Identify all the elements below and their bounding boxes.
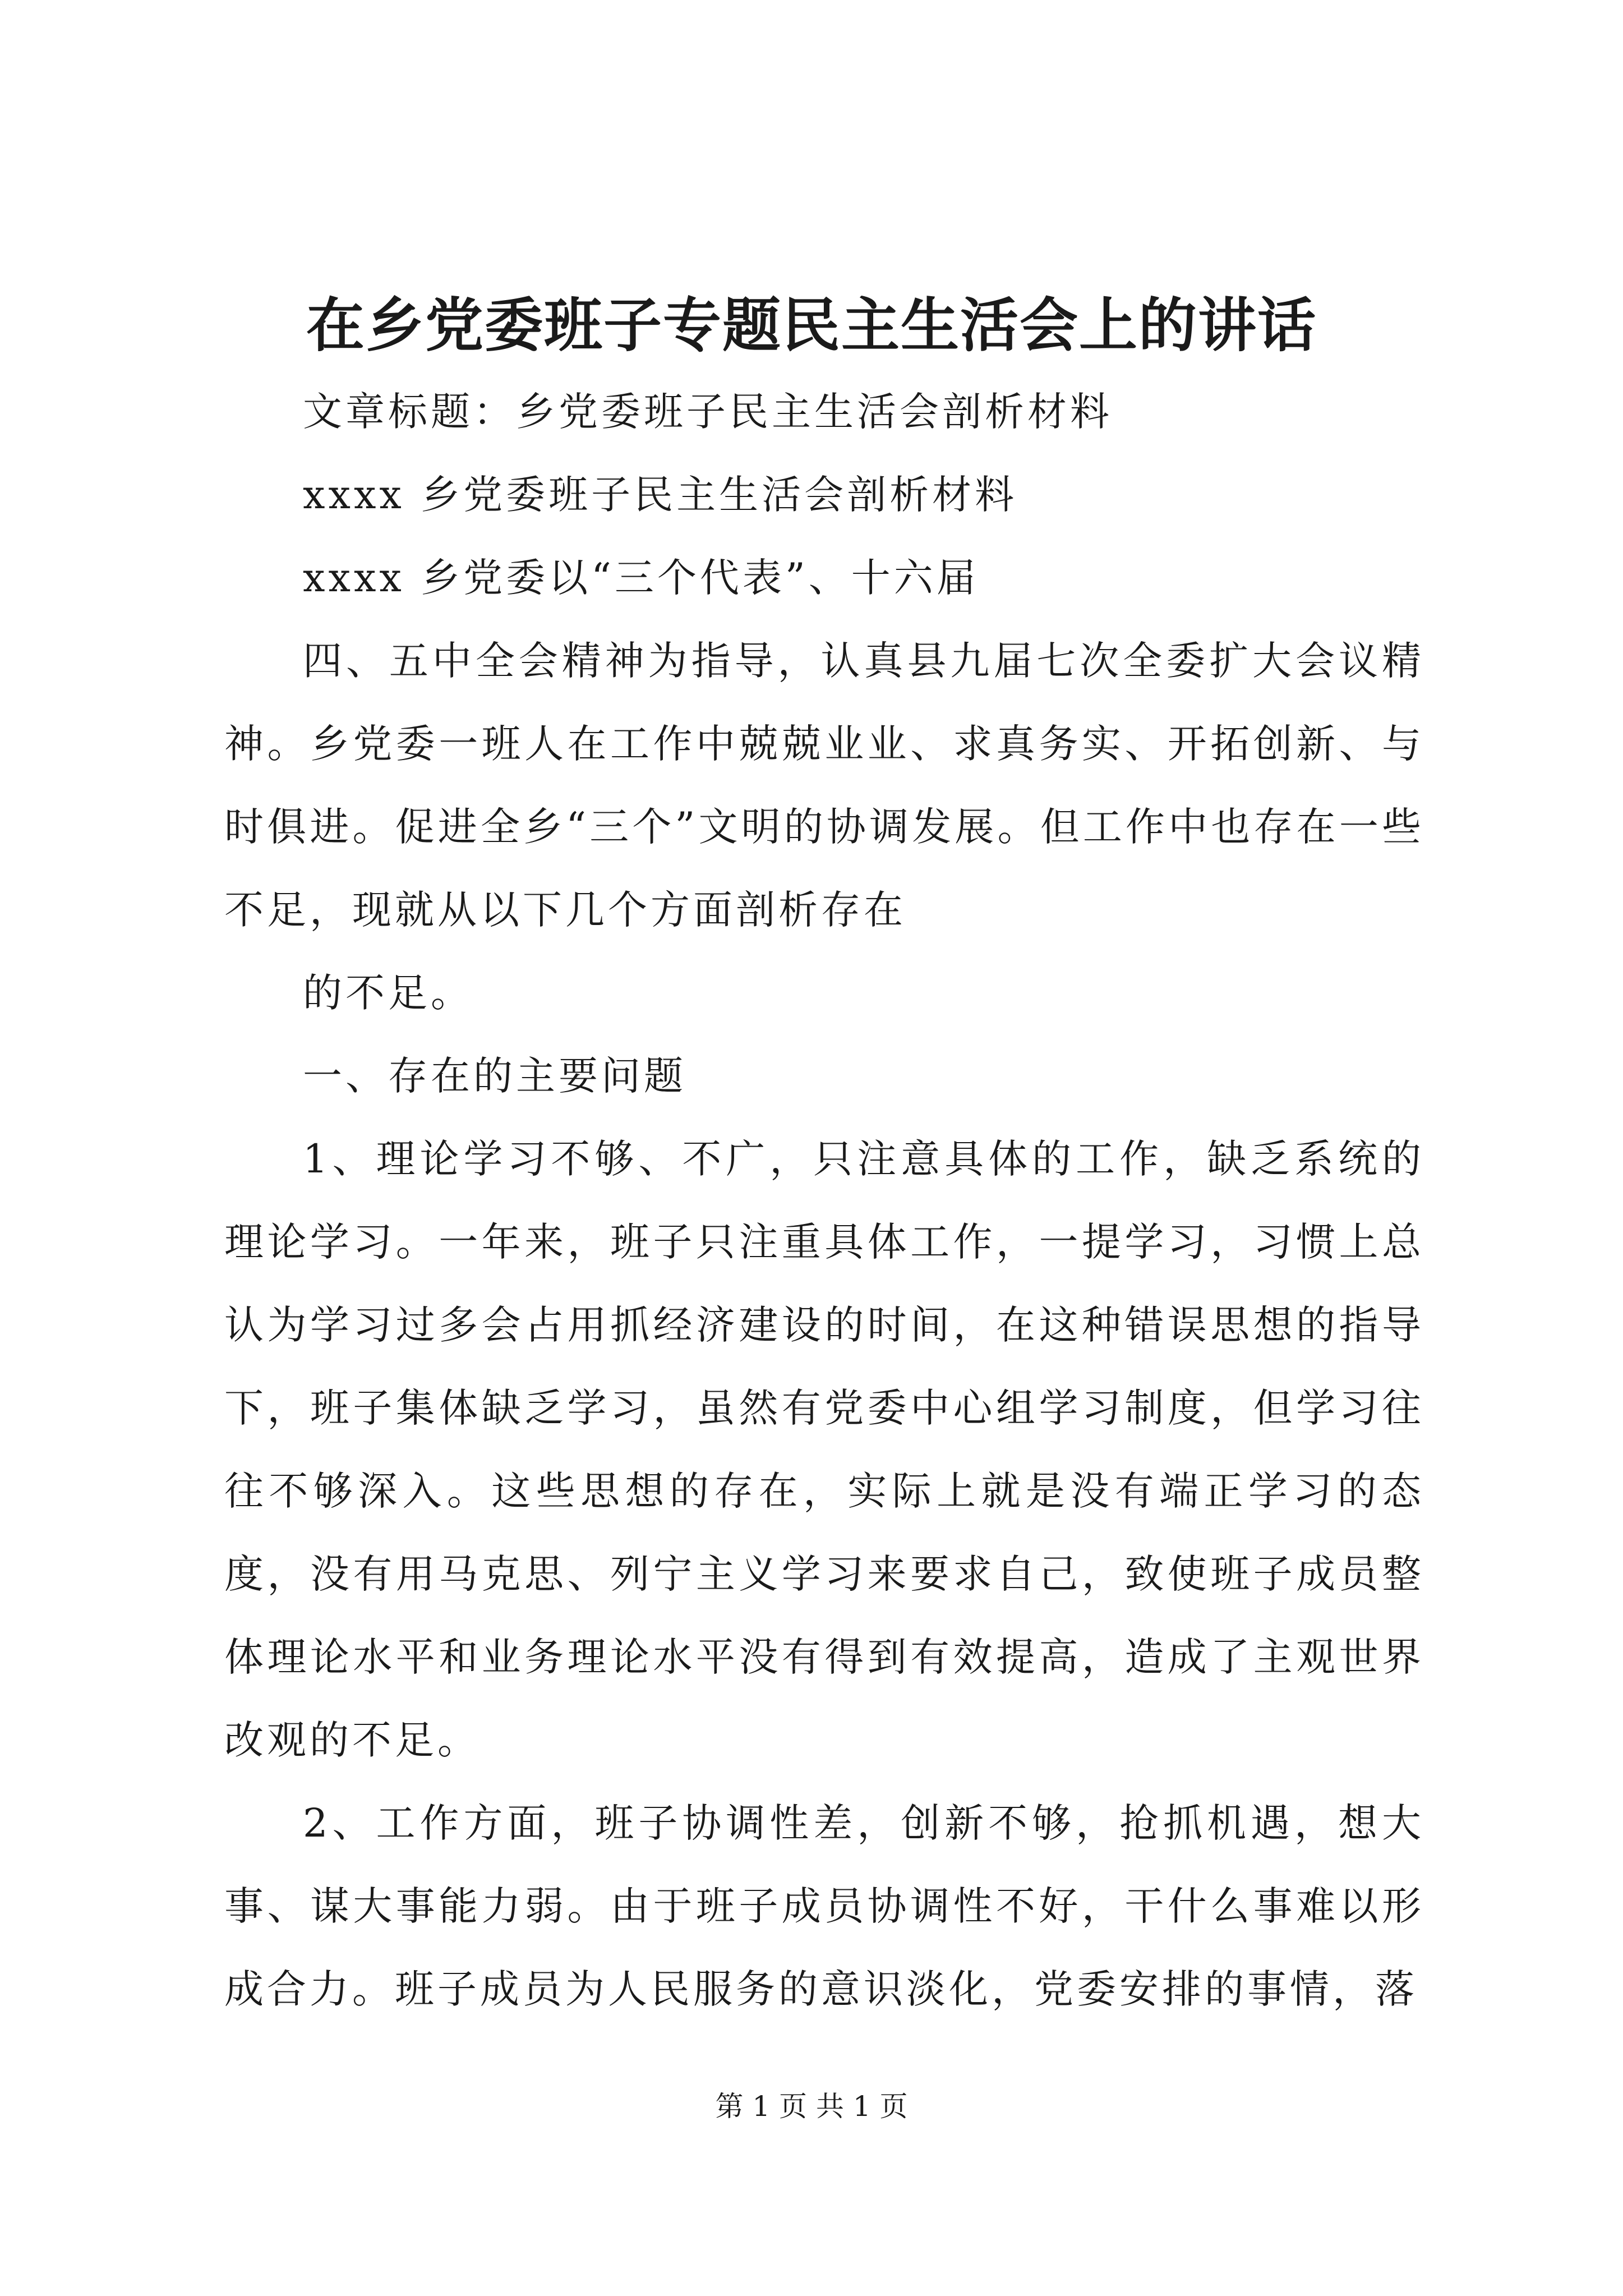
paragraph: 文章标题：乡党委班子民主生活会剖析材料 xyxy=(303,389,1113,435)
document-body xyxy=(224,370,1424,2031)
document-title: 在乡党委班子专题民主生活会上的讲话 xyxy=(306,291,1317,360)
paragraph: xxxx 乡党委以“三个代表”、十六届 xyxy=(303,555,979,601)
paragraph: 的不足。 xyxy=(303,970,473,1016)
paragraph: 四、五中全会精神为指导，认真县九届七次全委扩大会议精神。乡党委一班人在工作中兢兢业业、求真务实、开拓创新、与时俱进。促进全乡“三个”文明的协调发展。但工作中也存在一些不足，现就从以下几个方面剖析存在 xyxy=(224,638,1424,933)
paragraph: xxxx 乡党委班子民主生活会剖析材料 xyxy=(303,472,1018,518)
paragraph: 2、工作方面，班子协调性差，创新不够，抢抓机遇，想大事、谋大事能力弱。由于班子成员协调性不好，干什么事难以形成合力。班子成员为人民服务的意识淡化，党委安排的事情，落 xyxy=(224,1800,1424,2012)
section-heading: 一、存在的主要问题 xyxy=(303,1053,686,1099)
page-number-footer: 第 1 页 共 1 页 xyxy=(715,2090,908,2123)
paragraph: 1、理论学习不够、不广，只注意具体的工作，缺乏系统的理论学习。一年来，班子只注重具体工作，一提学习，习惯上总认为学习过多会占用抓经济建设的时间，在这种错误思想的指导下，班子集体缺乏学习，虽然有党委中心组学习制度，但学习往往不够深入。这些思想的存在，实际上就是没有端正学习的态度，没有用马克思、列宁主义学习来要求自己，致使班子成员整体理论水平和业务理论水平没有得到有效提高，造成了主观世界改观的不足。 xyxy=(224,1136,1424,1763)
